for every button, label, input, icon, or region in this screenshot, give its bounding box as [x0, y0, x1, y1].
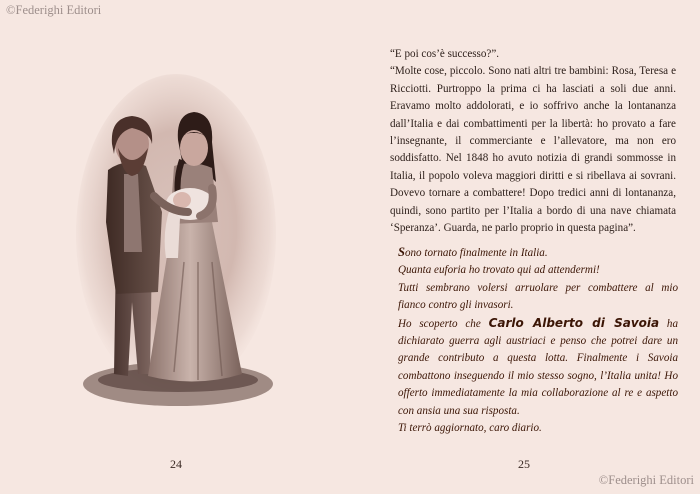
narrative-question: “E poi cos’è successo?”.	[390, 48, 500, 60]
diary-dropcap: S	[398, 245, 405, 259]
diary-paragraph: Ho scoperto che Carlo Alberto di Savoia ha dichiarato guerra agli austriaci e penso che potrei dare un grande contributo a questa lotta. Finalmente i Savoia combattono inseguendo il mio stesso sogno, l’Italia unita! Ho offerto immediatamente la mia collaborazione al re e aspetto con ansia una sua risposta.	[398, 315, 679, 417]
copyright-watermark: ©Federighi Editori	[598, 473, 694, 487]
diary-entry	[398, 244, 678, 437]
diary-line: fianco contro gli invasori.	[398, 299, 514, 312]
copyright-watermark: ©Federighi Editori	[6, 3, 102, 17]
narrative-text	[390, 46, 676, 237]
diary-line: Sono tornato finalmente in Italia.	[398, 245, 548, 259]
diary-line: Quanta euforia ho trovato qui ad attendermi!	[398, 264, 600, 277]
page-number: 24	[170, 457, 182, 471]
diary-line: Tutti sembrano volersi arruolare per combattere al mio	[398, 281, 678, 294]
page-number: 25	[518, 457, 530, 471]
king-name: Carlo Alberto di Savoia	[488, 315, 660, 330]
couple-with-baby-illustration	[66, 62, 296, 422]
narrative-answer: “Molte cose, piccolo. Sono nati altri tre bambini: Rosa, Teresa e Ricciotti. Purtroppo la prima ci ha lasciati a soli due anni. Eravamo molto addolorati, e io soffrivo anche la lontananza dall’Italia e dai combattimenti per la libertà: ho provato a fare l’insegnante, il commerciante e l’allevatore, ma non ero soddisfatto. Nel 1848 ho avuto notizia di grandi sommosse in Italia, il popolo voleva maggiori diritti e si ribellava ai sovrani. Dovevo tornare a combattere! Dopo tredici anni di lontananza, quindi, sono partito per l’Italia a bordo di una nave chiamata ‘Speranza’. Guarda, ne parlo proprio in questa pagina”.	[390, 65, 676, 235]
right-page	[350, 0, 700, 494]
diary-closing: Ti terrò aggiornato, caro diario.	[398, 422, 542, 435]
